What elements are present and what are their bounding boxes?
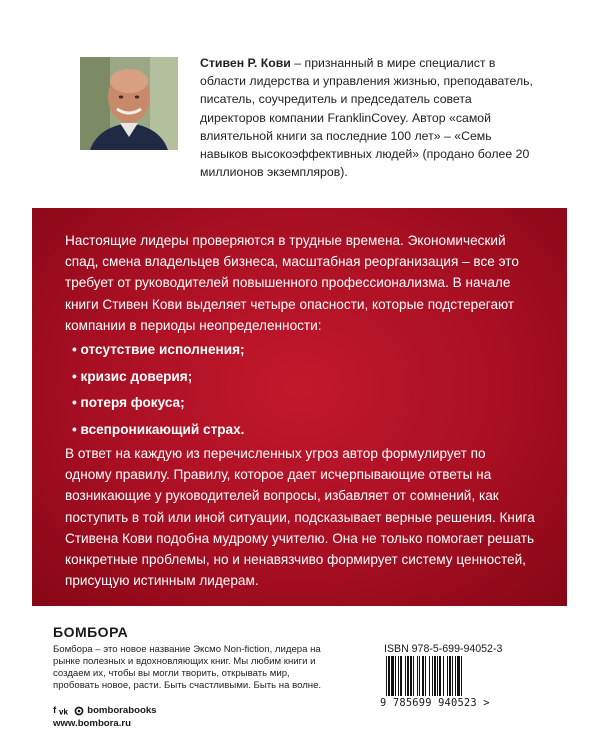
danger-item: • потеря фокуса; — [72, 392, 245, 419]
barcode-bar — [388, 656, 390, 696]
vk-icon — [59, 707, 71, 715]
barcode-bar — [400, 656, 402, 696]
author-bio — [200, 54, 540, 181]
social-links — [53, 705, 157, 716]
author-photo — [80, 57, 178, 150]
barcode-bar — [434, 656, 436, 696]
barcode-bar — [391, 656, 394, 696]
barcode-bar — [443, 656, 444, 696]
danger-item: • всепроникающий страх. — [72, 419, 245, 446]
danger-list — [72, 339, 245, 445]
isbn-label: ISBN 978-5-699-94052-3 — [384, 643, 503, 655]
publisher-brand: БОМБОРА — [53, 624, 129, 640]
barcode-bar — [457, 656, 460, 696]
barcode-bar — [386, 656, 387, 696]
barcode-bar — [439, 656, 441, 696]
barcode-bar — [449, 656, 451, 696]
svg-text:vk: vk — [59, 707, 69, 715]
danger-item: • отсутствие исполнения; — [72, 339, 245, 366]
blurb-panel — [32, 208, 567, 606]
barcode-bar — [407, 656, 409, 696]
danger-item: • кризис доверия; — [72, 366, 245, 393]
publisher-about: Бомбора – это новое название Эксмо Non-fiction, лидера на рынке полезных и вдохновляющих книг. Мы любим книги и создаем их, чтобы вы могли творить, открывать мир, пробовать новое, расти. Быть счастливыми. Быть на волне. — [53, 644, 322, 692]
barcode-bar — [447, 656, 448, 696]
barcode-bar — [452, 656, 453, 696]
barcode-bar — [398, 656, 399, 696]
isbn-barcode — [384, 656, 516, 696]
barcode-digits: 9 785699 940523 > — [380, 697, 490, 709]
barcode-bar — [455, 656, 456, 696]
barcode-bar — [419, 656, 420, 696]
barcode-bar — [410, 656, 412, 696]
barcode-bar — [437, 656, 438, 696]
author-portrait-image — [80, 57, 178, 150]
barcode-bar — [425, 656, 426, 696]
barcode-bar — [461, 656, 462, 696]
barcode-bar — [405, 656, 406, 696]
instagram-icon — [74, 706, 84, 716]
author-section — [80, 56, 540, 180]
barcode-bar — [429, 656, 430, 696]
barcode-bar — [395, 656, 396, 696]
social-handle: bomborabooks — [87, 705, 157, 716]
barcode-bar — [413, 656, 414, 696]
blurb-outro: В ответ на каждую из перечисленных угроз автор формулирует по одному правилу. Правилу, которое дает исчерпывающие ответы на возникающие у руководителей вопросы, избавляет от сомнений, как поступить в той или иной ситуации, подсказывает верные решения. Книга Стивена Кови подобна мудрому учителю. Она не только помогает решать конкретные проблемы, но и ненавязчиво формирует систему ценностей, присущую истинным лидерам. — [65, 446, 535, 589]
barcode-bar — [417, 656, 418, 696]
facebook-icon: f — [53, 705, 57, 716]
barcode-bar — [422, 656, 424, 696]
author-bio-text: – признанный в мире специалист в области лидерства и управления жизнью, преподаватель, писатель, соучредитель и председатель совета директоров компании FranklinCovey. Автор «самой влиятельной книги за последние 100 лет» – «Семь навыков высокоэффективных людей» (продано более 20 миллионов экземпляров). — [200, 56, 533, 180]
blurb-intro: Настоящие лидеры проверяются в трудные времена. Экономический спад, смена владельцев бизнеса, масштабная реорганизация – все это требует от руководителей повышенного профессионализма. В начале книги Стивен Кови выделяет четыре опасности, которые подстерегают компании в периоды неопределенности: — [65, 233, 519, 333]
barcode-bar — [432, 656, 433, 696]
publisher-website: www.bombora.ru — [53, 718, 131, 729]
author-name: Стивен Р. Кови — [200, 56, 291, 70]
